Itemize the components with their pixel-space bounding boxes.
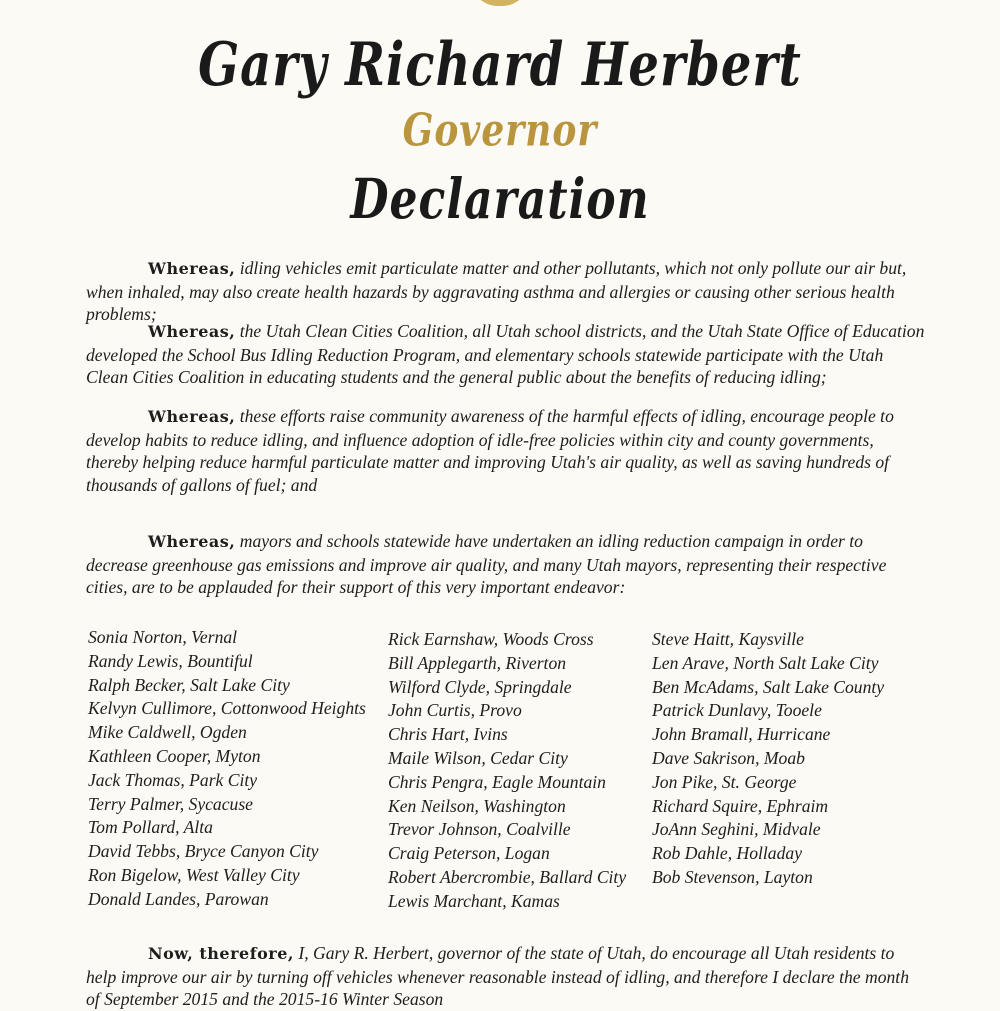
whereas-paragraph-1 [86, 257, 926, 326]
whereas-paragraph-4 [86, 530, 926, 599]
mayor-entry: Bob Stevenson, Layton [652, 866, 813, 887]
mayor-entry: Kathleen Cooper, Myton [88, 745, 261, 766]
mayor-entry: John Curtis, Provo [388, 700, 522, 721]
paragraph-text: mayors and schools statewide have undertaken an idling reduction campaign in order to decrease greenhouse gas emissions and improve air quality, and many Utah mayors, representing their respective cities, are to be applauded for their support of this very important endeavor: [86, 531, 887, 597]
mayor-entry: Maile Wilson, Cedar City [388, 747, 568, 768]
whereas-keyword: Whereas, [148, 532, 236, 551]
mayor-entry: JoAnn Seghini, Midvale [652, 819, 821, 840]
mayor-entry: Jon Pike, St. George [652, 771, 797, 792]
document-type: Declaration [350, 168, 650, 232]
mayor-entry: Steve Haitt, Kaysville [652, 629, 804, 649]
whereas-keyword: Whereas, [148, 407, 236, 426]
mayor-entry: John Bramall, Hurricane [652, 724, 831, 745]
paragraph-text: these efforts raise community awareness of the harmful effects of idling, encourage people to develop habits to reduce idling, and influence adoption of idle-free policies within city and county governments, thereby helping reduce harmful particulate matter and improving Utah's air quality, as well as saving hundreds of thousands of gallons of fuel; and [86, 406, 894, 495]
mayor-entry: Ralph Becker, Salt Lake City [88, 674, 290, 695]
mayor-entry: Terry Palmer, Sycacuse [88, 793, 253, 814]
mayor-entry: Patrick Dunlavy, Tooele [652, 700, 822, 721]
mayor-list-column-1 [88, 626, 366, 912]
mayor-entry: Dave Sakrison, Moab [652, 747, 805, 768]
mayor-entry: Craig Peterson, Logan [388, 843, 550, 864]
mayor-entry: Jack Thomas, Park City [88, 769, 258, 790]
whereas-keyword: Whereas, [148, 322, 236, 341]
paragraph-text: the Utah Clean Cities Coalition, all Utah school districts, and the Utah State Office of Education developed the School Bus Idling Reduction Program, and elementary schools statewide participate with the Utah Clean Cities Coalition in educating students and the general public about the benefits of reducing idling; [86, 321, 925, 387]
governor-name: Gary Richard Herbert [198, 30, 802, 100]
mayor-entry: Donald Landes, Parowan [88, 888, 269, 909]
mayor-entry: Ken Neilson, Washington [388, 795, 566, 816]
state-seal-icon [470, 0, 530, 6]
mayor-entry: Lewis Marchant, Kamas [388, 890, 560, 911]
mayor-entry: Rob Dahle, Holladay [652, 843, 803, 864]
closing-paragraph [86, 942, 926, 1011]
mayor-entry: Wilford Clyde, Springdale [388, 676, 572, 697]
mayor-entry: Rick Earnshaw, Woods Cross [388, 629, 594, 649]
mayor-entry: David Tebbs, Bryce Canyon City [88, 841, 319, 862]
closing-text: I, Gary R. Herbert, governor of the state of Utah, do encourage all Utah residents to help improve our air by turning off vehicles whenever reasonable instead of idling, and therefore I declare the month of September 2015 and the 2015-16 Winter Season [86, 943, 909, 1009]
governor-title: Governor [402, 104, 598, 157]
mayor-entry: Len Arave, North Salt Lake City [652, 652, 879, 673]
mayor-entry: Mike Caldwell, Ogden [88, 722, 247, 743]
whereas-keyword: Whereas, [148, 259, 236, 278]
mayor-entry: Bill Applegarth, Riverton [388, 652, 567, 673]
mayor-entry: Richard Squire, Ephraim [652, 795, 829, 816]
paragraph-text: idling vehicles emit particulate matter and other pollutants, which not only pollute our air but, when inhaled, may also create health hazards by aggravating asthma and allergies or causing other serious health problems; [86, 258, 907, 324]
mayor-entry: Robert Abercrombie, Ballard City [388, 866, 627, 887]
mayor-list-column-3 [652, 628, 884, 890]
mayor-entry: Ben McAdams, Salt Lake County [652, 676, 885, 697]
whereas-paragraph-3 [86, 405, 926, 496]
mayor-entry: Chris Hart, Ivins [388, 724, 508, 745]
mayor-list-column-2 [388, 628, 626, 914]
mayor-entry: Ron Bigelow, West Valley City [88, 864, 300, 885]
mayor-entry: Trevor Johnson, Coalville [388, 819, 571, 840]
mayor-entry: Randy Lewis, Bountiful [88, 650, 253, 671]
mayor-entry: Kelvyn Cullimore, Cottonwood Heights [88, 698, 366, 719]
whereas-paragraph-2 [86, 320, 926, 389]
mayor-entry: Tom Pollard, Alta [88, 817, 213, 838]
mayor-entry: Chris Pengra, Eagle Mountain [388, 771, 606, 792]
now-therefore-keyword: Now, therefore, [148, 944, 294, 963]
mayor-entry: Sonia Norton, Vernal [88, 627, 238, 647]
